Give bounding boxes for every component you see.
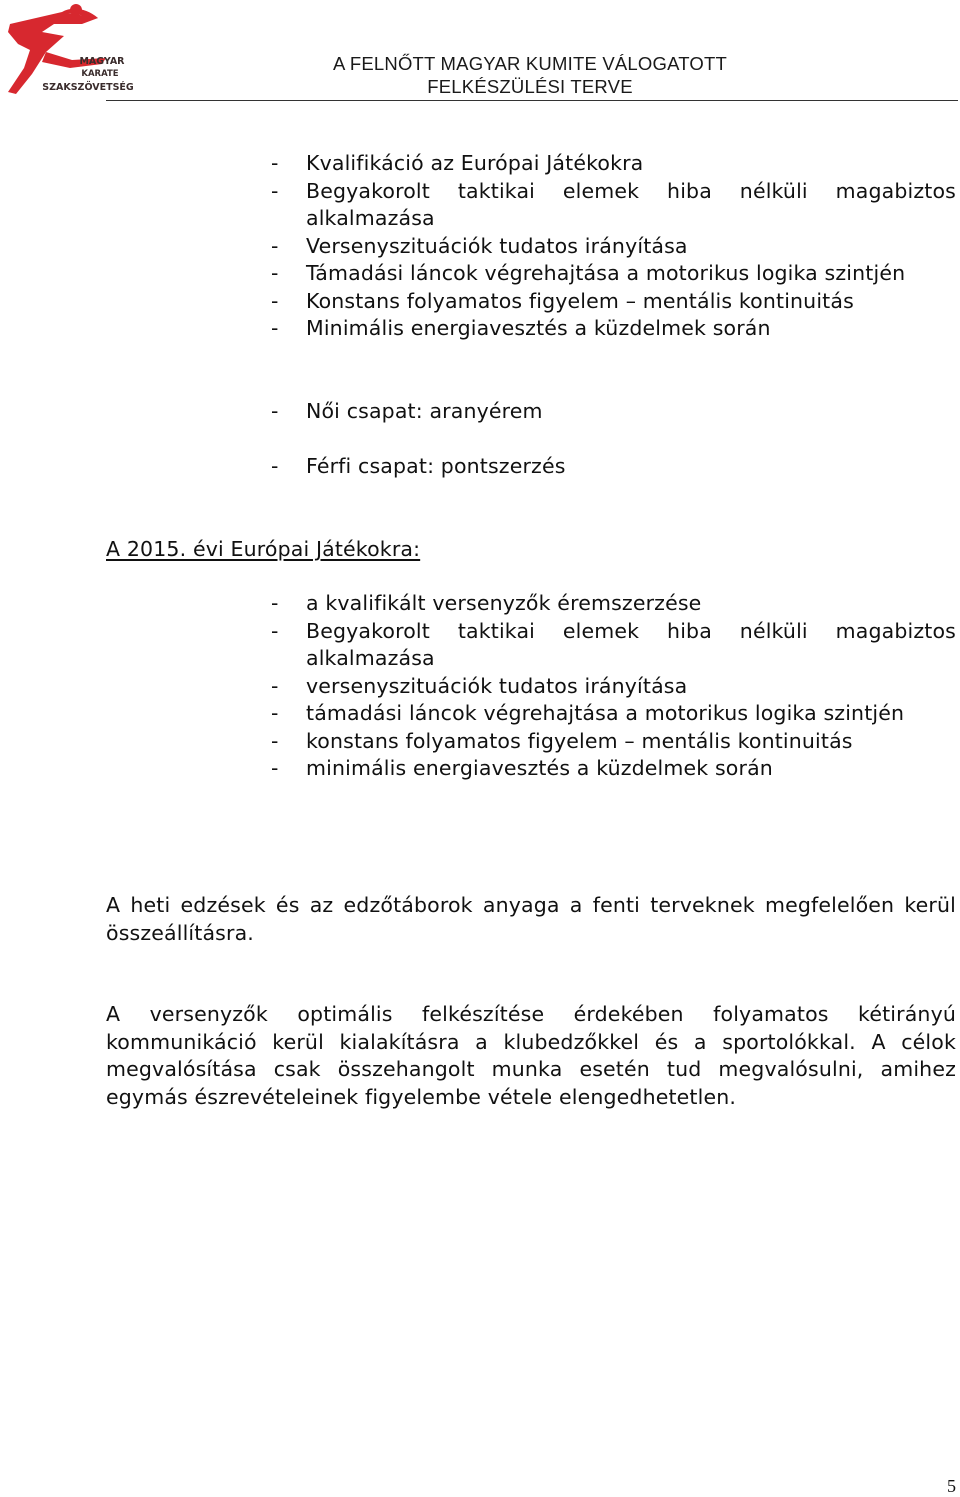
list-item-text: támadási láncok végrehajtása a motorikus logika szintjén	[306, 701, 905, 725]
list-dash: -	[271, 728, 279, 753]
list-item	[106, 700, 956, 728]
goals-list-european-games	[106, 590, 956, 783]
karate-figure-icon	[2, 2, 142, 98]
list-dash: -	[271, 288, 279, 313]
list-item	[106, 288, 956, 316]
list-item-text: Versenyszituációk tudatos irányítása	[306, 233, 688, 258]
list-item-text: Támadási láncok végrehajtása a motorikus logika szintjén	[306, 261, 906, 285]
paragraph-training-plan: A heti edzések és az edzőtáborok anyaga a fenti terveknek megfelelően kerül összeállításra.	[106, 893, 956, 945]
list-item-text: Kvalifikáció az Európai Játékokra	[306, 151, 644, 175]
header-divider	[106, 100, 958, 101]
goals-list-qualification	[106, 150, 956, 343]
list-dash: -	[271, 399, 279, 423]
list-dash: -	[271, 261, 279, 285]
header-title-line-2: FELKÉSZÜLÉSI TERVE	[427, 76, 633, 97]
document-header-title	[150, 52, 910, 98]
list-dash: -	[271, 591, 279, 615]
list-item	[106, 260, 956, 288]
list-dash: -	[271, 233, 279, 258]
list-item-text: Férfi csapat: pontszerzés	[306, 454, 566, 478]
list-item-text: Begyakorolt taktikai elemek hiba nélküli magabiztos alkalmazása	[306, 618, 956, 670]
list-dash: -	[271, 316, 279, 340]
list-dash: -	[271, 673, 279, 698]
list-dash: -	[271, 701, 279, 725]
list-item	[106, 315, 956, 343]
list-item-text: minimális energiavesztés a küzdelmek során	[306, 756, 773, 780]
list-item	[106, 728, 956, 756]
list-item-text: Női csapat: aranyérem	[306, 399, 543, 423]
mens-team-goal	[106, 453, 956, 481]
list-item	[106, 453, 956, 481]
list-dash: -	[271, 178, 279, 203]
page-number: 5	[947, 1476, 956, 1496]
header-title-line-1: A FELNŐTT MAGYAR KUMITE VÁLOGATOTT	[333, 53, 727, 74]
list-item	[106, 590, 956, 618]
list-item-text: Minimális energiavesztés a küzdelmek során	[306, 316, 771, 340]
list-item	[106, 233, 956, 261]
list-item	[106, 673, 956, 701]
list-dash: -	[271, 151, 279, 175]
list-dash: -	[271, 618, 279, 643]
list-item-text: a kvalifikált versenyzők éremszerzése	[306, 591, 702, 615]
section-heading: A 2015. évi Európai Játékokra:	[106, 537, 421, 561]
federation-logo	[2, 2, 142, 98]
list-item-text: versenyszituációk tudatos irányítása	[306, 673, 688, 698]
womens-team-goal	[106, 398, 956, 426]
list-item	[106, 618, 956, 673]
logo-line-2: KARATE	[81, 69, 119, 79]
list-dash: -	[271, 756, 279, 780]
list-item-text: konstans folyamatos figyelem – mentális kontinuitás	[306, 728, 853, 753]
list-item-text: Begyakorolt taktikai elemek hiba nélküli magabiztos alkalmazása	[306, 178, 956, 230]
list-item	[106, 398, 956, 426]
list-dash: -	[271, 454, 279, 478]
logo-line-3: SZAKSZÖVETSÉG	[42, 82, 134, 93]
list-item	[106, 755, 956, 783]
logo-line-1: MAGYAR	[79, 56, 125, 67]
list-item-text: Konstans folyamatos figyelem – mentális kontinuitás	[306, 288, 854, 313]
list-item	[106, 178, 956, 233]
list-item	[106, 150, 956, 178]
paragraph-communication: A versenyzők optimális felkészítése érdekében folyamatos kétirányú kommunikáció kerül kialakításra a klubedzőkkel és a sportolókkal. A célok megvalósítása csak összehangolt munka esetén tud megvalósulni, amihez egymás észrevételeinek figyelembe vétele elengedhetetlen.	[106, 1002, 956, 1109]
